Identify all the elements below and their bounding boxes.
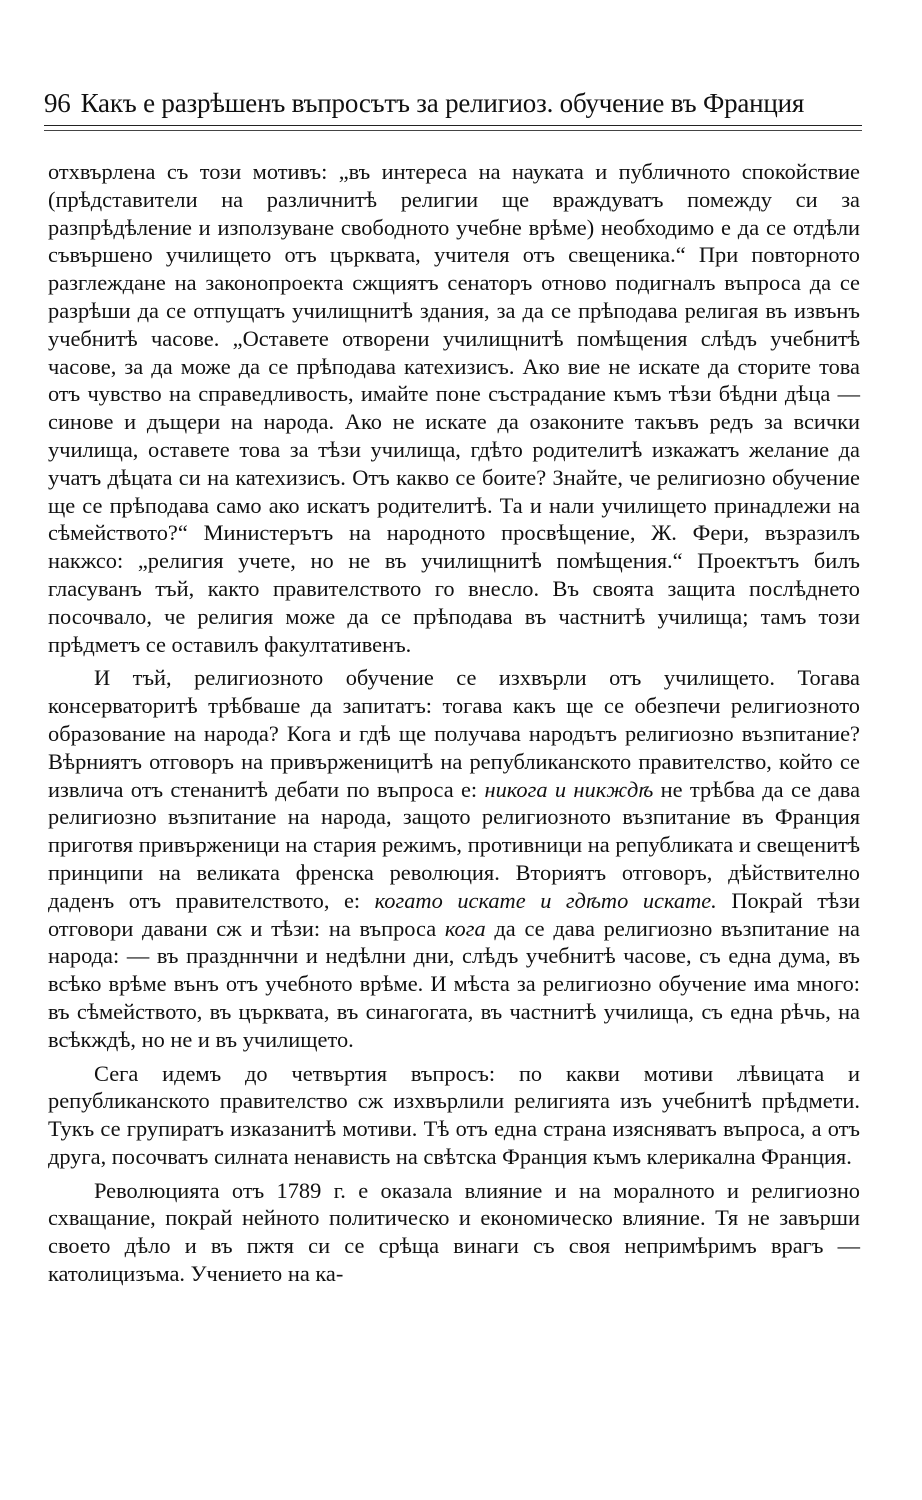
header-rule-thin xyxy=(44,130,862,131)
paragraph-2-part-2: не трѣбва да се дава религиозно възпитание на народа, защото религиозното възпитание въ Франция приготвя привърженици на стария режимъ, противници на републиката и свещенитѣ принципи на великата френска революция. Вториятъ отговоръ, дѣйствително даденъ отъ правителството, е: xyxy=(48,776,861,913)
italic-word-when: кога xyxy=(444,915,486,941)
paragraph-2-part-1: И тъй, религиозното обучение се изхвърли отъ училището. Тогава консерваторитѣ трѣбваше да запитатъ: тогава какъ ще се обезпечи религиозното образование на народа? Кога и гдѣ ще получава народътъ религиозно възпитание? Вѣрниятъ отговоръ на привърженицитѣ на републиканското правителство, който се извлича отъ стенанитѣ дебати по въпроса е: xyxy=(48,665,860,802)
running-title: Какъ е разрѣшенъ въпросътъ за религиоз. обучение въ Франция xyxy=(80,88,805,118)
page-number: 96 xyxy=(44,88,71,118)
paragraph-2-part-3: Покрай тѣзи отговори давани сж и тѣзи: на въпроса xyxy=(48,887,860,941)
body-text xyxy=(48,158,860,1288)
paragraph-4: Революцията отъ 1789 г. е оказала влияние и на моралното и религиозно схващание, покрай нейното политическо и економическо влияние. Тя не завърши своето дѣло и въ пжтя си се срѣща винаги съ своя непримѣримъ врагъ — католицизъма. Учението на ка- xyxy=(48,1177,860,1287)
paragraph-3: Сега идемъ до четвъртия въпросъ: по какви мотиви лѣвицата и републиканското правителство сж изхвърлили религията изъ учебнитѣ прѣдмети. Тукъ се групиратъ изказанитѣ мотиви. Тѣ отъ една страна изясняватъ въпроса, а отъ друга, посочватъ силната ненависть на свѣтска Франция къмъ клерикална Франция. xyxy=(48,1060,860,1169)
italic-phrase-never-nowhere: никога и никждѣ xyxy=(484,776,654,802)
italic-phrase-when-where: когато искате и гдѣто искате. xyxy=(374,887,717,913)
paragraph-1: отхвърлена съ този мотивъ: „въ интереса на науката и публичното спокойствие (прѣдставители на различнитѣ религии ще враждуватъ помежду си за разпрѣдѣление и използуване свободното учебне врѣме) необходимо е да се отдѣли съвършено училището отъ църквата, учителя отъ свещеника.“ При повторното разглеждане на законопроекта сжщиятъ сенаторъ отново подигналъ въпроса да се разрѣши да се отпущатъ училищнитѣ здания, за да се прѣподава религая въ извънъ учебнитѣ часове. „Оставете отворени училищнитѣ помѣщения слѣдъ учебнитѣ часове, за да може да се прѣподава катехизисъ. Ако вие не искате да сторите това отъ чувство на справедливость, имайте поне състрадание къмъ тѣзи бѣдни дѣца — синове и дъщери на народа. Ако не искате да озаконите такъвъ редъ за всички училища, оставете това за тѣзи училища, гдѣто родителитѣ изкажатъ желание да учатъ дѣцата си на катехизисъ. Отъ какво се боите? Знайте, че религиозно обучение ще се прѣподава само ако искатъ родителитѣ. Та и нали училището принадлежи на сѣмейството?“ Министерътъ на народното просвѣщение, Ж. Фери, възразилъ накжсо: „религия учете, но не въ училищнитѣ помѣщения.“ Проектътъ билъ гласуванъ тъй, както правителството го внесло. Въ своята защита послѣднето посочвало, че религия може да се прѣподава въ частнитѣ училища; тамъ този прѣдметъ се оставилъ факултативенъ. xyxy=(48,159,860,657)
running-header xyxy=(44,86,862,120)
paragraph-2 xyxy=(48,664,860,1053)
paragraph-2-part-4: да се дава религиозно възпитание на народа: — въ праздннчни и недѣлни дни, слѣдъ учебнитѣ часове, съ една дума, въ всѣко врѣме вънъ отъ учебното врѣме. И мѣста за религиозно обучение има много: въ сѣмейството, въ църквата, въ синагогата, въ частнитѣ училища, съ една рѣчь, на всѣкждѣ, но не и въ училището. xyxy=(48,915,860,1052)
header-rule xyxy=(44,125,862,126)
